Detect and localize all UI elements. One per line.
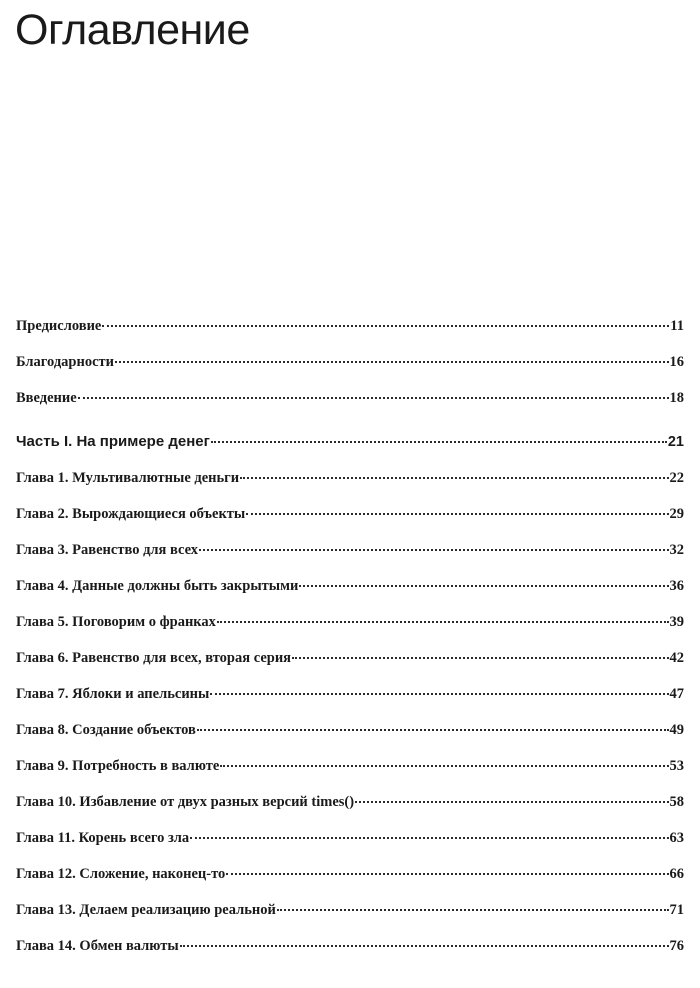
toc-entry-chapter-3[interactable] [16,540,684,576]
toc-entry-page: 21 [667,434,684,450]
toc-entry-page: 29 [669,506,684,522]
toc-entry-title: Глава 4. Данные должны быть закрытыми [16,578,299,594]
toc-entry-chapter-4[interactable] [16,576,684,612]
toc-entry-title: Глава 13. Делаем реализацию реальной [16,902,276,918]
toc-entry-chapter-12[interactable] [16,864,684,900]
dot-leader [210,693,668,695]
toc-entry-page: 47 [669,686,684,702]
toc-entry-title: Глава 5. Поговорим о франках [16,614,216,630]
toc-entry-page: 66 [669,866,684,882]
toc-entry-page: 32 [669,542,684,558]
toc-entry-page: 36 [669,578,684,594]
dot-leader [190,837,668,839]
toc-entry-page: 76 [669,938,684,954]
toc-entry-title: Предисловие [16,318,102,334]
toc-entry-page: 11 [670,318,684,334]
toc-entry-chapter-1[interactable] [16,468,684,504]
toc-entry-title: Благодарности [16,354,115,370]
toc-entry-page: 58 [669,794,684,810]
toc-entry-chapter-11[interactable] [16,828,684,864]
dot-leader [240,477,668,479]
dot-leader [299,585,668,587]
toc-entry-introduction[interactable] [16,388,684,424]
toc-entry-page: 53 [669,758,684,774]
dot-leader [277,909,669,911]
toc-entry-page: 16 [669,354,684,370]
toc-entry-title: Глава 1. Мультивалютные деньги [16,470,240,486]
toc-entry-page: 63 [669,830,684,846]
dot-leader [292,657,668,659]
toc-entry-page: 71 [669,902,684,918]
dot-leader [115,361,668,363]
dot-leader [180,945,669,947]
toc-entry-chapter-9[interactable] [16,756,684,792]
dot-leader [220,765,668,767]
toc-entry-chapter-7[interactable] [16,684,684,720]
toc-entry-title: Глава 11. Корень всего зла [16,830,190,846]
toc-entry-preface[interactable] [16,316,684,352]
toc-entry-chapter-6[interactable] [16,648,684,684]
toc-entry-title: Часть I. На примере денег [16,433,210,450]
toc-entry-page: 42 [669,650,684,666]
toc-entry-title: Глава 7. Яблоки и апельсины [16,686,210,702]
toc-entry-title: Глава 8. Создание объектов [16,722,196,738]
toc-entry-title: Глава 14. Обмен валюты [16,938,179,954]
toc-entry-page: 22 [669,470,684,486]
dot-leader [226,873,668,875]
toc-entry-title: Глава 2. Вырождающиеся объекты [16,506,246,522]
toc-entry-title: Введение [16,390,77,406]
toc-entry-title: Глава 6. Равенство для всех, вторая серия [16,650,292,666]
dot-leader [355,801,668,803]
toc-entry-chapter-5[interactable] [16,612,684,648]
dot-leader [199,549,668,551]
toc-entry-page: 18 [669,390,684,406]
toc-entry-chapter-2[interactable] [16,504,684,540]
toc-entry-chapter-14[interactable] [16,936,684,972]
toc-entry-title: Глава 10. Избавление от двух разных версий times() [16,794,355,810]
toc-entry-chapter-10[interactable] [16,792,684,828]
dot-leader [211,441,667,443]
dot-leader [78,397,669,399]
toc-entry-part-1[interactable] [16,432,684,468]
toc-entry-page: 49 [669,722,684,738]
page-title: Оглавление [15,6,250,54]
dot-leader [197,729,669,731]
dot-leader [102,325,669,327]
toc-entry-title: Глава 12. Сложение, наконец-то [16,866,226,882]
toc-entry-page: 39 [669,614,684,630]
toc-entry-chapter-13[interactable] [16,900,684,936]
dot-leader [246,513,668,515]
toc-entry-title: Глава 3. Равенство для всех [16,542,199,558]
table-of-contents [16,316,684,972]
toc-entry-title: Глава 9. Потребность в валюте [16,758,220,774]
toc-entry-acknowledgements[interactable] [16,352,684,388]
toc-entry-chapter-8[interactable] [16,720,684,756]
dot-leader [217,621,669,623]
